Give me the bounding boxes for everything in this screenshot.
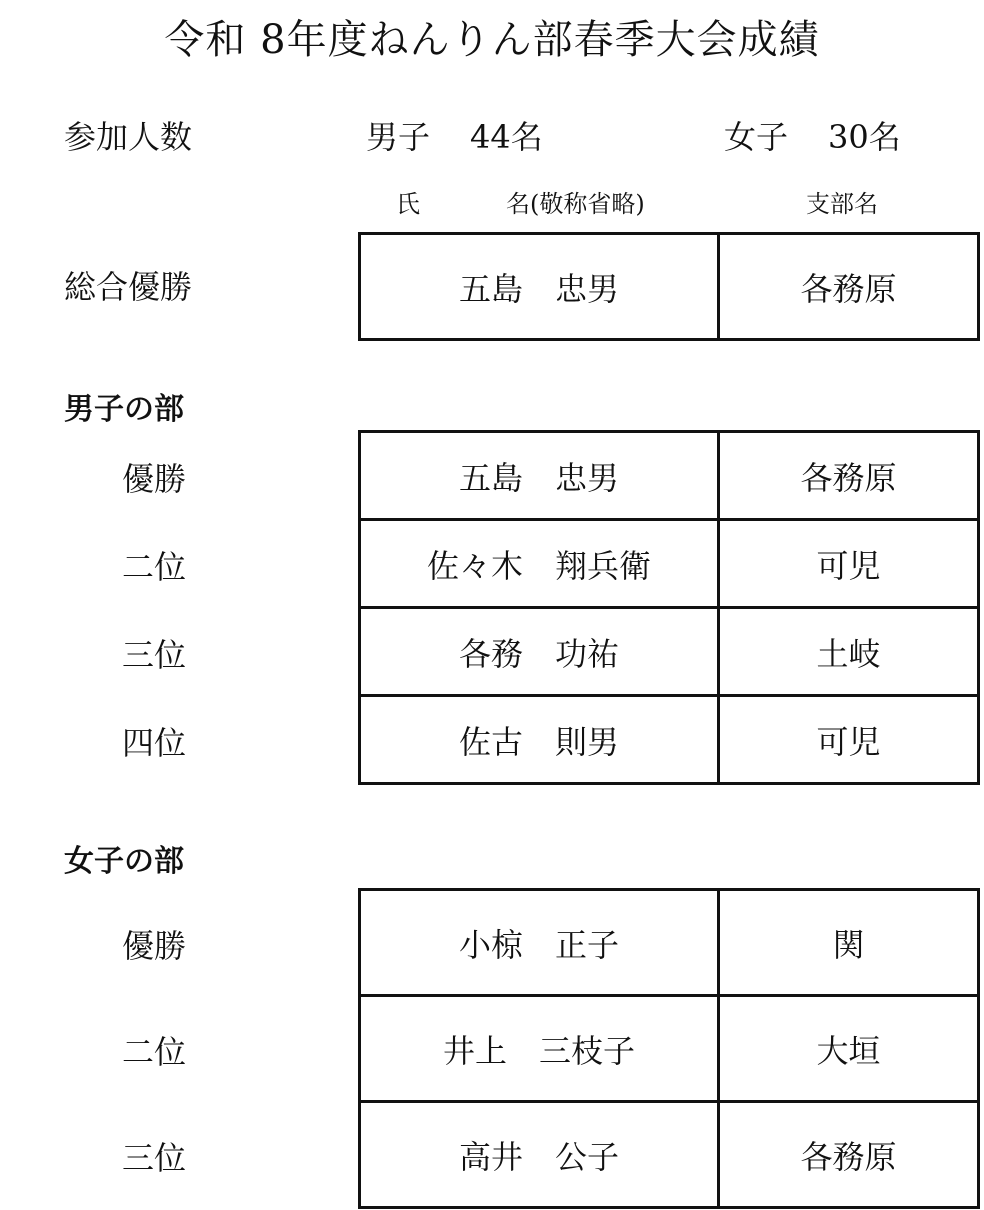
rank-label: 優勝: [121, 460, 186, 498]
branch-cell: 各務原: [720, 1103, 980, 1209]
page-title: 令和 8年度ねんりん部春季大会成績: [164, 17, 820, 63]
overall-rank-label: 総合優勝: [64, 268, 193, 306]
branch-cell: 各務原: [720, 235, 980, 341]
name-cell: 佐古 則男: [361, 697, 720, 785]
rank-label: 二位: [121, 548, 186, 586]
rank-label: 四位: [121, 724, 186, 762]
rank-label: 二位: [121, 1033, 186, 1071]
table-row: [361, 433, 980, 521]
name-cell: 小椋 正子: [361, 891, 720, 997]
table-row: [361, 235, 980, 341]
female-count-label: 女子: [724, 118, 789, 156]
overall-table: [358, 232, 980, 341]
table-row: [361, 609, 980, 697]
table-row: [361, 891, 980, 997]
men-section-heading: 男子の部: [64, 392, 184, 427]
table-row: [361, 997, 980, 1103]
women-section-heading: 女子の部: [64, 844, 184, 879]
participants-label: 参加人数: [64, 118, 193, 156]
name-cell: 高井 公子: [361, 1103, 720, 1209]
branch-cell: 各務原: [720, 433, 980, 521]
name-cell: 井上 三枝子: [361, 997, 720, 1103]
male-count-label: 男子: [366, 118, 431, 156]
branch-cell: 大垣: [720, 997, 980, 1103]
women-results-table: [358, 888, 980, 1209]
rank-label: 三位: [121, 636, 186, 674]
branch-cell: 可児: [720, 697, 980, 785]
branch-cell: 可児: [720, 521, 980, 609]
branch-cell: 関: [720, 891, 980, 997]
table-row: [361, 697, 980, 785]
table-row: [361, 521, 980, 609]
winner-name-cell: 五島 忠男: [361, 235, 720, 341]
female-count: 30名: [828, 118, 901, 156]
male-count: 44名: [470, 118, 543, 156]
name-cell: 佐々木 翔兵衛: [361, 521, 720, 609]
rank-label: 三位: [121, 1139, 186, 1177]
table-row: [361, 1103, 980, 1209]
men-results-table: [358, 430, 980, 785]
name-column-header-part1: 氏: [396, 190, 420, 218]
branch-cell: 土岐: [720, 609, 980, 697]
name-cell: 各務 功祐: [361, 609, 720, 697]
name-cell: 五島 忠男: [361, 433, 720, 521]
name-column-header-part2: 名(敬称省略): [506, 190, 645, 218]
branch-column-header: 支部名: [806, 190, 878, 218]
rank-label: 優勝: [121, 927, 186, 965]
